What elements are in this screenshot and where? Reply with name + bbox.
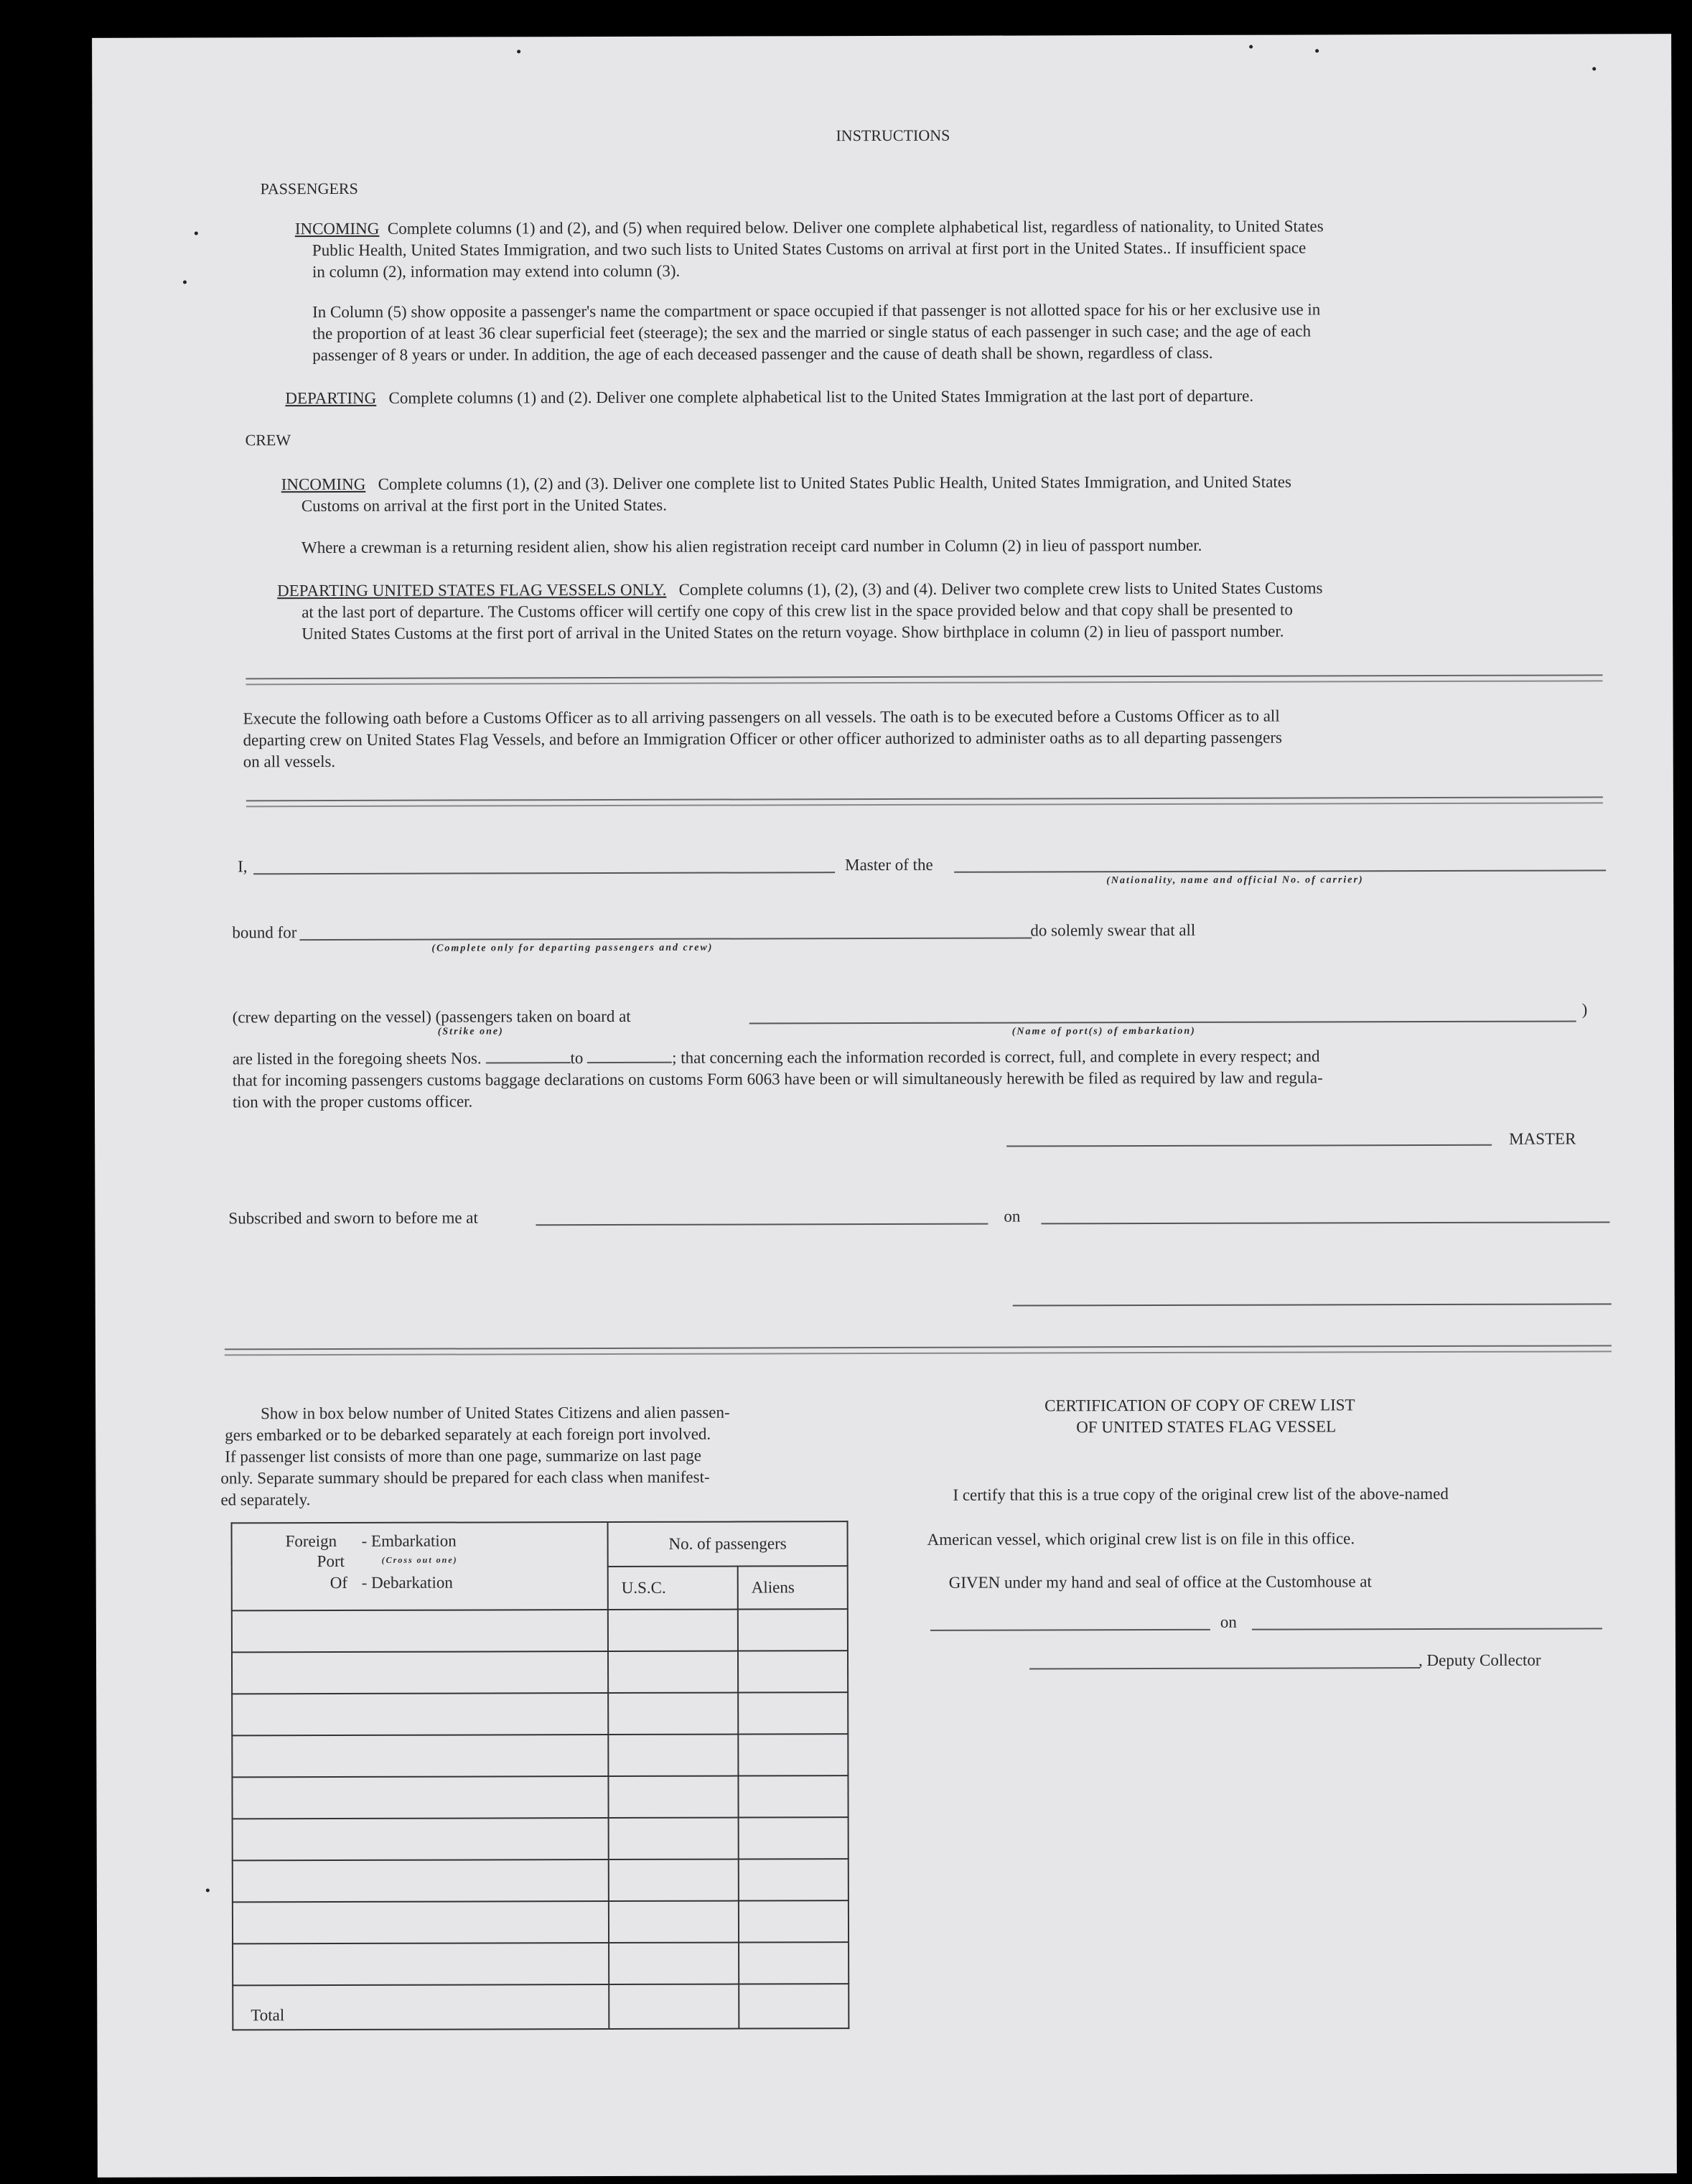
usc-cell[interactable]: [608, 1735, 738, 1776]
port-cell[interactable]: [233, 1943, 609, 1985]
port-header: [232, 1522, 608, 1610]
scan-speck: [195, 231, 198, 235]
table-row: [232, 1651, 848, 1694]
certification-title2: OF UNITED STATES FLAG VESSEL: [1076, 1417, 1337, 1437]
port-cell[interactable]: [233, 1901, 609, 1943]
aliens-header: Aliens: [738, 1566, 848, 1609]
summary-line3: If passenger list consists of more than one page, summarize on last page: [225, 1446, 701, 1466]
sheet-to-field[interactable]: [587, 1062, 672, 1063]
complete-caption: (Complete only for departing passengers and crew): [431, 942, 714, 954]
certification-line1: I certify that this is a true copy of the original crew list of the above-named: [953, 1484, 1449, 1504]
oath-intro-line3: on all vessels.: [243, 752, 336, 771]
table-row: [233, 1859, 849, 1902]
port-label: Port: [317, 1551, 345, 1571]
close-paren: ): [1581, 1000, 1588, 1019]
passengers-label: PASSENGERS: [260, 179, 358, 198]
sheet-from-field[interactable]: [485, 1062, 570, 1063]
port-cell[interactable]: [232, 1610, 608, 1652]
total-label: Total: [233, 1984, 609, 2030]
oath-i-label: I,: [238, 857, 248, 876]
ports-caption: (Name of port(s) of embarkation): [1011, 1025, 1196, 1037]
embarkation-label: - Embarkation: [361, 1531, 457, 1550]
port-cell[interactable]: [232, 1651, 608, 1694]
column5-line3: passenger of 8 years or under. In addition, the age of each deceased passenger and the cause of death shall be shown, regardless of class.: [312, 343, 1213, 365]
column5-line2: the proportion of at least 36 clear superficial feet (steerage); the sex and the married or single status of each passenger in such case; and the age of each: [312, 322, 1312, 343]
usc-total-cell[interactable]: [609, 1984, 739, 2029]
usc-cell[interactable]: [608, 1610, 738, 1651]
departing-text: Complete columns (1) and (2). Deliver one complete alphabetical list to the United States Immigration at the last port of departure.: [388, 386, 1254, 407]
total-row: [233, 1984, 849, 2030]
usc-cell[interactable]: [608, 1651, 738, 1693]
crew-departing-text: Complete columns (1), (2), (3) and (4). Deliver two complete crew lists to United States Customs: [678, 579, 1323, 599]
scan-speck: [1249, 45, 1253, 49]
carrier-field[interactable]: [954, 869, 1606, 872]
certification-line2: American vessel, which original crew list is on file in this office.: [927, 1529, 1355, 1549]
master-label: MASTER: [1509, 1129, 1576, 1148]
sworn-place-field[interactable]: [536, 1223, 988, 1226]
customhouse-field[interactable]: [930, 1629, 1210, 1631]
scan-speck: [206, 1888, 210, 1892]
crew-alien-text: Where a crewman is a returning resident alien, show his alien registration receipt card number in Column (2) in lieu of passport number.: [301, 536, 1202, 557]
usc-cell[interactable]: [609, 1901, 739, 1943]
summary-line4: only. Separate summary should be prepared for each class when manifest-: [220, 1467, 710, 1488]
usc-cell[interactable]: [609, 1859, 739, 1901]
summary-line1: Show in box below number of United States Citizens and alien passen-: [261, 1403, 730, 1423]
crew-incoming: [281, 472, 1291, 496]
embarkation-ports-field[interactable]: [749, 1020, 1576, 1024]
deputy-collector-label: , Deputy Collector: [1418, 1651, 1541, 1670]
port-cell[interactable]: [233, 1818, 609, 1860]
column5-line1: In Column (5) show opposite a passenger's name the compartment or space occupied if that passenger is not allotted space for his or her exclusive use in: [312, 300, 1321, 322]
bound-for-field[interactable]: [299, 937, 1032, 941]
table-row: [233, 1942, 849, 1985]
master-name-field[interactable]: [253, 872, 835, 874]
port-cell[interactable]: [232, 1693, 608, 1735]
subscribed-label: Subscribed and sworn to before me at: [228, 1208, 478, 1228]
table-row: [233, 1817, 849, 1860]
bound-for-label: bound for: [232, 923, 297, 942]
certification-title1: CERTIFICATION OF COPY OF CREW LIST: [1044, 1396, 1355, 1415]
listed-prefix: are listed in the foregoing sheets Nos.: [232, 1049, 482, 1068]
aliens-cell[interactable]: [738, 1734, 848, 1775]
crew-incoming-text: Complete columns (1), (2) and (3). Deliver one complete list to United States Public Health, United States Immigration, and United States: [378, 472, 1291, 493]
cross-out-caption: (Cross out one): [381, 1554, 458, 1565]
listed-suffix: ; that concerning each the information recorded is correct, full, and complete in every respect; and: [672, 1047, 1320, 1067]
aliens-cell[interactable]: [738, 1775, 848, 1817]
form-page: [92, 34, 1677, 2178]
aliens-cell[interactable]: [739, 1859, 849, 1900]
aliens-cell[interactable]: [738, 1651, 848, 1692]
master-of-the-label: Master of the: [845, 855, 933, 874]
strike-caption: (Strike one): [437, 1026, 504, 1037]
passengers-departing: [285, 386, 1253, 410]
passengers-incoming-line3: in column (2), information may extend into column (3).: [312, 261, 681, 281]
port-cell[interactable]: [233, 1859, 609, 1902]
aliens-cell[interactable]: [739, 1942, 849, 1984]
no-passengers-header: No. of passengers: [608, 1521, 848, 1567]
crew-departing: [277, 577, 1322, 602]
deputy-signature-field[interactable]: [1029, 1667, 1420, 1669]
certification-on-label: on: [1220, 1613, 1237, 1631]
port-cell[interactable]: [232, 1776, 608, 1819]
crew-incoming-line2: Customs on arrival at the first port in the United States.: [301, 495, 667, 515]
scan-speck: [517, 50, 520, 53]
oath-line2: that for incoming passengers customs baggage declarations on customs Form 6063 have been or will simultaneously herewith be filed as required by law and regula-: [232, 1068, 1323, 1090]
aliens-cell[interactable]: [738, 1692, 848, 1734]
passenger-summary-table: [231, 1521, 850, 2030]
scan-speck: [183, 281, 187, 284]
instructions-heading: INSTRUCTIONS: [836, 126, 950, 145]
debarkation-label: - Debarkation: [361, 1573, 453, 1592]
table-row: [233, 1900, 849, 1943]
officer-signature-field[interactable]: [1013, 1303, 1612, 1306]
aliens-cell[interactable]: [738, 1609, 848, 1651]
sworn-date-field[interactable]: [1041, 1221, 1609, 1224]
crew-departing-line2: at the last port of departure. The Customs officer will certify one copy of this crew list in the space provided below and that copy shall be presented to: [302, 600, 1293, 622]
certification-date-field[interactable]: [1252, 1628, 1602, 1630]
oath-intro-line1: Execute the following oath before a Customs Officer as to all arriving passengers on all vessels. The oath is to be executed before a Customs Officer as to all: [243, 706, 1280, 728]
aliens-cell[interactable]: [739, 1817, 849, 1859]
oath-intro-line2: departing crew on United States Flag Vessels, and before an Immigration Officer or other officer authorized to administer oaths as to all departing passengers: [243, 728, 1282, 750]
summary-line2: gers embarked or to be debarked separately at each foreign port involved.: [225, 1424, 711, 1445]
crew-departing-label: DEPARTING UNITED STATES FLAG VESSELS ONLY.: [277, 580, 667, 600]
listed-line: [233, 1045, 1320, 1070]
passengers-incoming-line2: Public Health, United States Immigration, and two such lists to United States Customs on arrival at first port in the United States.. If insufficient space: [312, 238, 1307, 260]
master-signature-field[interactable]: [1006, 1144, 1492, 1147]
scan-speck: [1315, 49, 1319, 52]
section-divider: [246, 796, 1603, 807]
to-word: to: [570, 1049, 584, 1068]
crew-passengers-label: (crew departing on the vessel) (passengers taken on board at: [232, 1007, 631, 1027]
swear-label: do solemly swear that all: [1030, 920, 1196, 940]
of-label: Of: [329, 1573, 348, 1592]
crew-label: CREW: [245, 431, 291, 449]
aliens-cell[interactable]: [739, 1900, 849, 1942]
sworn-on-label: on: [1004, 1207, 1021, 1226]
crew-departing-line3: United States Customs at the first port of arrival in the United States on the return voyage. Show birthplace in column (2) in lieu of passport number.: [302, 622, 1284, 643]
aliens-total-cell[interactable]: [739, 1984, 849, 2028]
incoming-text: Complete columns (1) and (2), and (5) when required below. Deliver one complete alphabetical list, regardless of nationality, to United States: [387, 217, 1324, 238]
usc-cell[interactable]: [609, 1818, 739, 1859]
oath-line3: tion with the proper customs officer.: [232, 1092, 473, 1111]
summary-line5: ed separately.: [220, 1490, 311, 1509]
port-cell[interactable]: [232, 1735, 608, 1777]
foreign-label: Foreign: [285, 1531, 337, 1551]
table-row: [232, 1734, 848, 1777]
incoming-label: INCOMING: [294, 219, 380, 238]
usc-cell[interactable]: [608, 1693, 738, 1735]
nationality-caption: (Nationality, name and official No. of carrier): [1106, 874, 1364, 887]
section-divider: [246, 674, 1602, 685]
certification-line3: GIVEN under my hand and seal of office at the Customhouse at: [948, 1572, 1372, 1592]
table-row: [232, 1609, 848, 1652]
table-row: [232, 1775, 848, 1819]
scan-speck: [1592, 67, 1596, 70]
section-divider: [225, 1345, 1612, 1355]
usc-cell[interactable]: [608, 1776, 738, 1818]
usc-header: U.S.C.: [608, 1567, 738, 1610]
departing-label: DEPARTING: [285, 388, 377, 408]
crew-incoming-label: INCOMING: [281, 475, 366, 494]
table-row: [232, 1692, 848, 1735]
passengers-incoming: [295, 215, 1324, 240]
usc-cell[interactable]: [609, 1943, 739, 1984]
